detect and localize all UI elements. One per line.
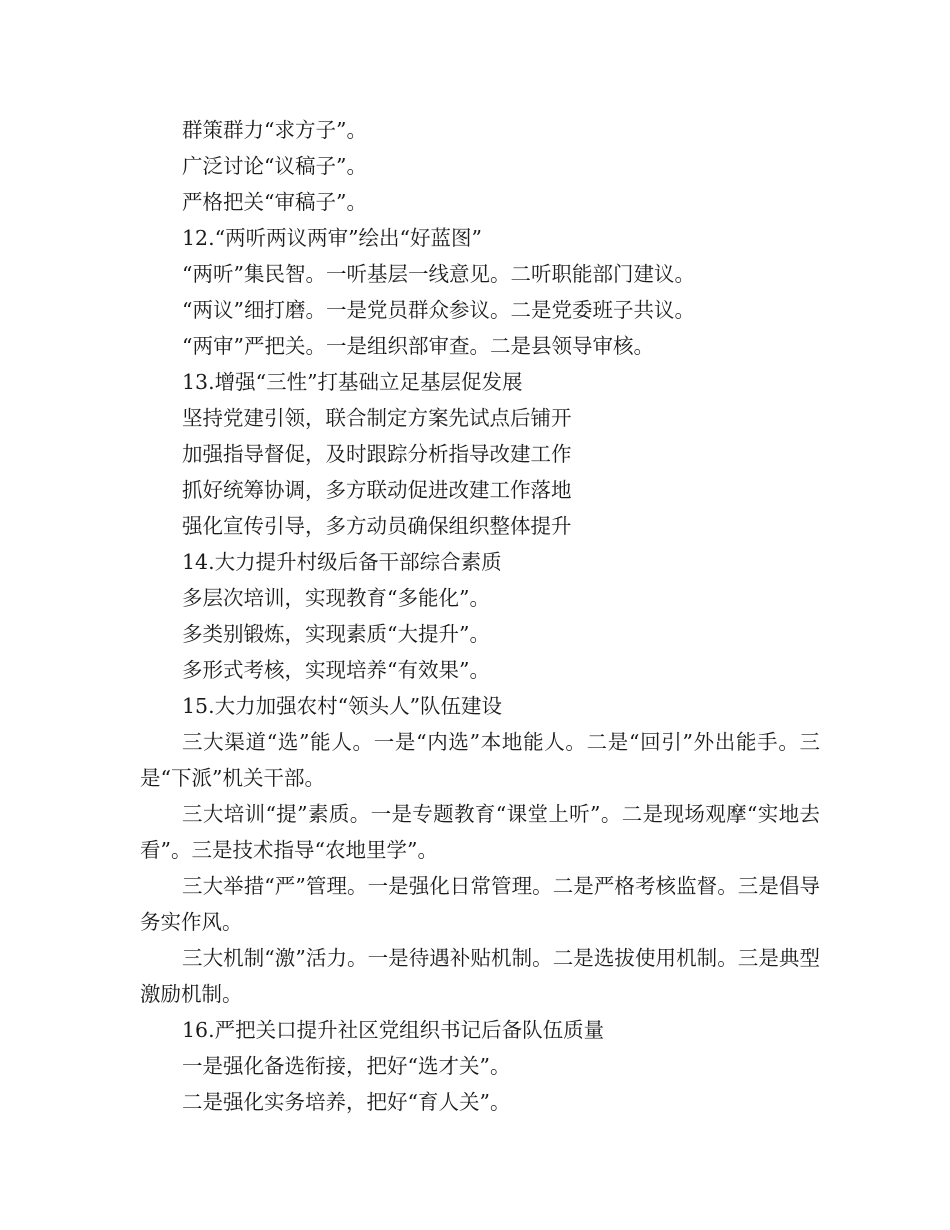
paragraph: 广泛讨论“议稿子”。: [182, 154, 367, 178]
paragraph: 三大机制“激”活力。一是待遇补贴机制。二是选拔使用机制。三是典型激励机制。: [140, 946, 820, 1006]
paragraph: 抓好统筹协调，多方联动促进改建工作落地: [182, 478, 572, 502]
paragraph: 坚持党建引领，联合制定方案先试点后铺开: [182, 406, 572, 430]
paragraph: 多层次培训，实现教育“多能化”。: [182, 586, 490, 610]
paragraph: 一是强化备选衔接，把好“选才关”。: [182, 1054, 511, 1078]
paragraph: 三大培训“提”素质。一是专题教育“课堂上听”。二是现场观摩“实地去看”。三是技术指导“农地里学”。: [140, 802, 820, 862]
paragraph: 多类别锻炼，实现素质“大提升”。: [182, 622, 490, 646]
paragraph: “两听”集民智。一听基层一线意见。二听职能部门建议。: [182, 262, 695, 286]
paragraph: 群策群力“求方子”。: [182, 118, 367, 142]
section-heading-15: 15.大力加强农村“领头人”队伍建设: [182, 694, 503, 718]
paragraph: 三大举措“严”管理。一是强化日常管理。二是严格考核监督。三是倡导务实作风。: [140, 874, 820, 934]
paragraph: “两审”严把关。一是组织部审查。二是县领导审核。: [182, 334, 654, 358]
paragraph: 严格把关“审稿子”。: [182, 190, 367, 214]
paragraph: 加强指导督促，及时跟踪分析指导改建工作: [182, 442, 572, 466]
paragraph: 多形式考核，实现培养“有效果”。: [182, 658, 490, 682]
section-heading-16: 16.严把关口提升社区党组织书记后备队伍质量: [182, 1018, 605, 1042]
document-body: [140, 112, 820, 1120]
paragraph: 三大渠道“选”能人。一是“内选”本地能人。二是“回引”外出能手。三是“下派”机关干部。: [140, 730, 820, 790]
section-heading-13: 13.增强“三性”打基础立足基层促发展: [182, 370, 523, 394]
paragraph: “两议”细打磨。一是党员群众参议。二是党委班子共议。: [182, 298, 695, 322]
paragraph: 强化宣传引导，多方动员确保组织整体提升: [182, 514, 572, 538]
paragraph: 二是强化实务培养，把好“育人关”。: [182, 1090, 511, 1114]
section-heading-14: 14.大力提升村级后备干部综合素质: [182, 550, 502, 574]
section-heading-12: 12.“两听两议两审”绘出“好蓝图”: [182, 226, 483, 250]
